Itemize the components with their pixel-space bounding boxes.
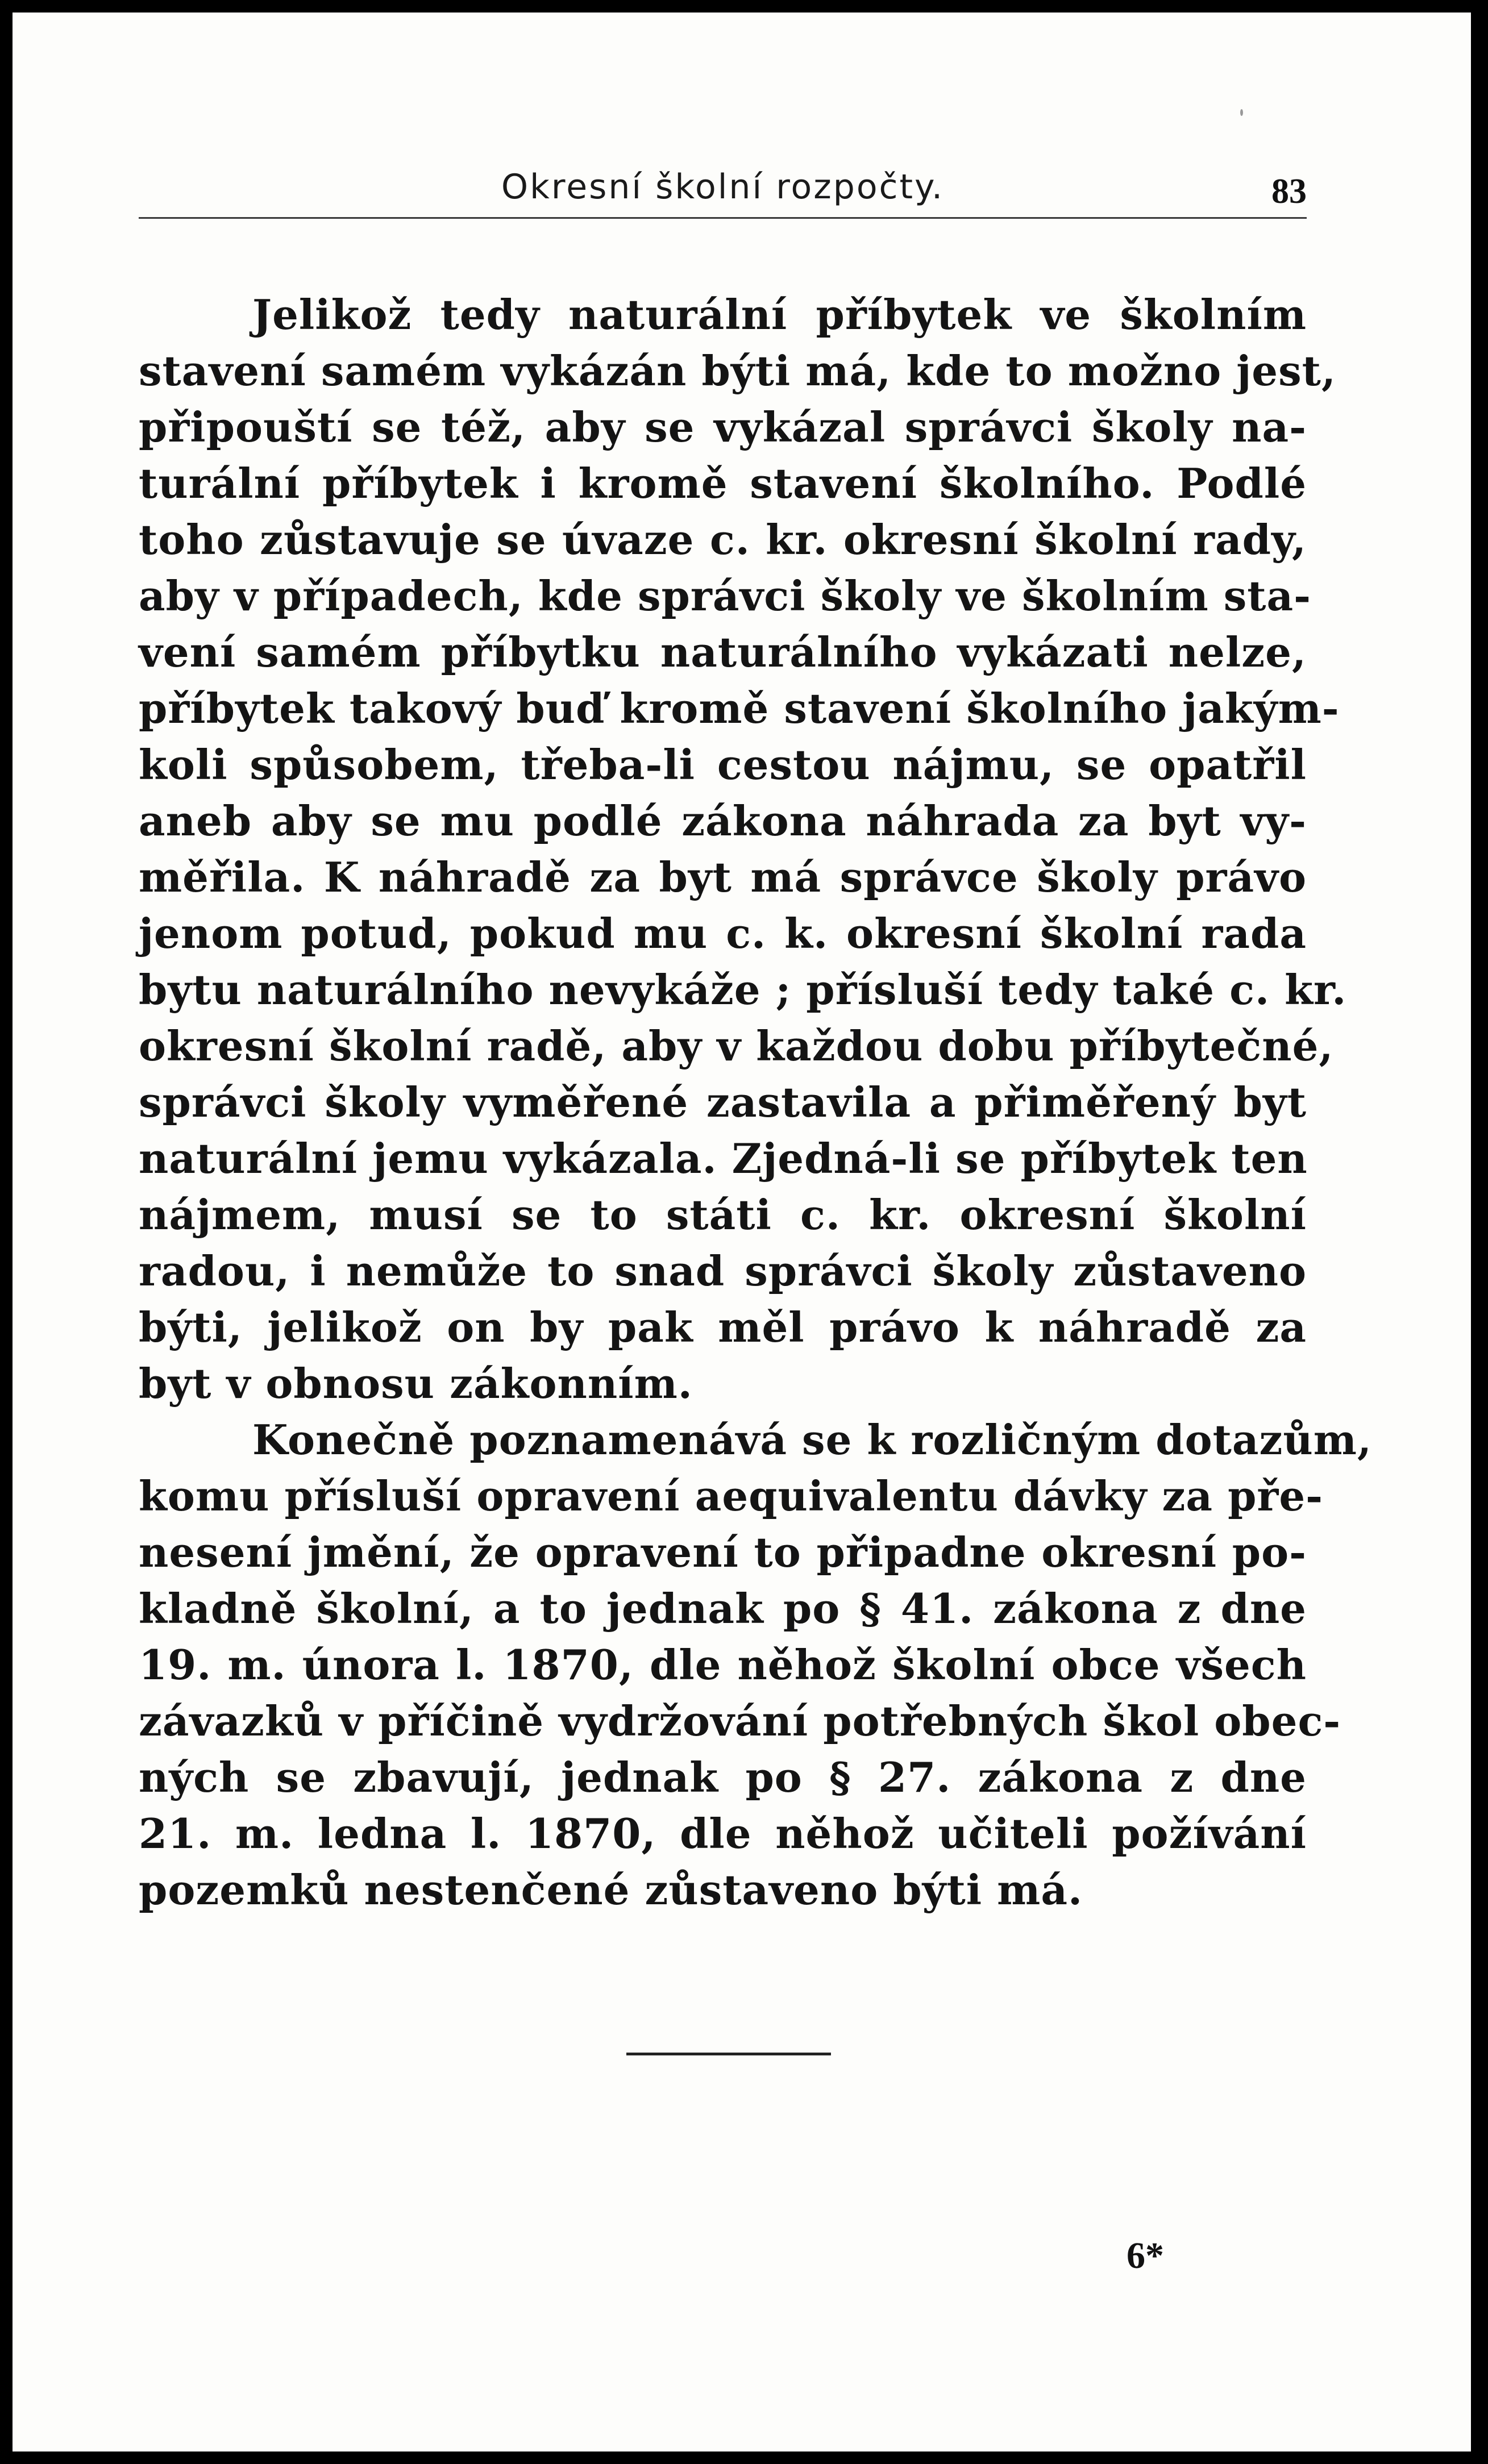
text-line: okresní školní radě, aby v každou dobu příbytečné,: [139, 1022, 1334, 1070]
book-page: [13, 13, 1471, 2451]
text-line: vení samém příbytku naturálního vykázati nelze,: [139, 628, 1307, 676]
end-rule: [626, 2053, 831, 2055]
text-line: bytu naturálního nevykáže ; přísluší tedy také c. kr.: [139, 965, 1347, 1014]
text-line: koli spůsobem, třeba-li cestou nájmu, se opatřil: [139, 740, 1307, 789]
text-line: měřila. K náhradě za byt má správce školy právo: [139, 853, 1307, 901]
text-line: nájmem, musí se to státi c. kr. okresní školní: [139, 1191, 1307, 1239]
text-line: připouští se též, aby se vykázal správci školy na-: [139, 403, 1307, 451]
text-line: byt v obnosu zákonním.: [139, 1359, 693, 1408]
text-line: kladně školní, a to jednak po § 41. zákona z dne: [139, 1584, 1307, 1633]
text-line: jenom potud, pokud mu c. k. okresní školní rada: [139, 909, 1307, 958]
body-text: [139, 286, 1372, 1918]
text-line: komu přísluší opravení aequivalentu dávky za pře-: [139, 1472, 1324, 1520]
text-line: Jelikož tedy naturální příbytek ve školním: [252, 290, 1307, 339]
text-line: turální příbytek i kromě stavení školního. Podlé: [139, 459, 1307, 507]
text-line: aneb aby se mu podlé zákona náhrada za byt vy-: [139, 797, 1307, 845]
running-header: [139, 166, 1307, 219]
text-line: 21. m. ledna l. 1870, dle něhož učiteli požívání: [139, 1809, 1307, 1858]
text-line: nesení jmění, že opravení to připadne okresní po-: [139, 1528, 1307, 1576]
text-line: závazků v příčině vydržování potřebných škol obec-: [139, 1697, 1341, 1745]
text-line: býti, jelikož on by pak měl právo k náhradě za: [139, 1303, 1307, 1351]
text-line: radou, i nemůže to snad správci školy zůstaveno: [139, 1247, 1307, 1295]
paragraph-2: [139, 1412, 1372, 1918]
running-title: Okresní školní rozpočty.: [501, 167, 945, 207]
paper-speck: [1240, 109, 1243, 116]
paragraph-1: [139, 286, 1347, 1412]
text-line: správci školy vyměřené zastavila a přiměřený byt: [139, 1078, 1307, 1126]
page-number: 83: [1271, 172, 1307, 211]
text-line: příbytek takový buď kromě stavení školního jakým-: [139, 684, 1340, 732]
signature-mark: 6*: [1127, 2235, 1164, 2276]
text-line: naturální jemu vykázala. Zjedná-li se příbytek ten: [139, 1134, 1308, 1183]
text-line: pozemků nestenčené zůstaveno býti má.: [139, 1866, 1083, 1914]
text-line: aby v případech, kde správci školy ve školním sta-: [139, 572, 1312, 620]
text-line: Konečně poznamenává se k rozličným dotazům,: [252, 1416, 1372, 1464]
text-line: 19. m. února l. 1870, dle něhož školní obce všech: [139, 1641, 1307, 1689]
text-line: stavení samém vykázán býti má, kde to možno jest,: [139, 347, 1336, 395]
text-line: ných se zbavují, jednak po § 27. zákona z dne: [139, 1753, 1307, 1801]
text-line: toho zůstavuje se úvaze c. kr. okresní školní rady,: [139, 515, 1307, 564]
